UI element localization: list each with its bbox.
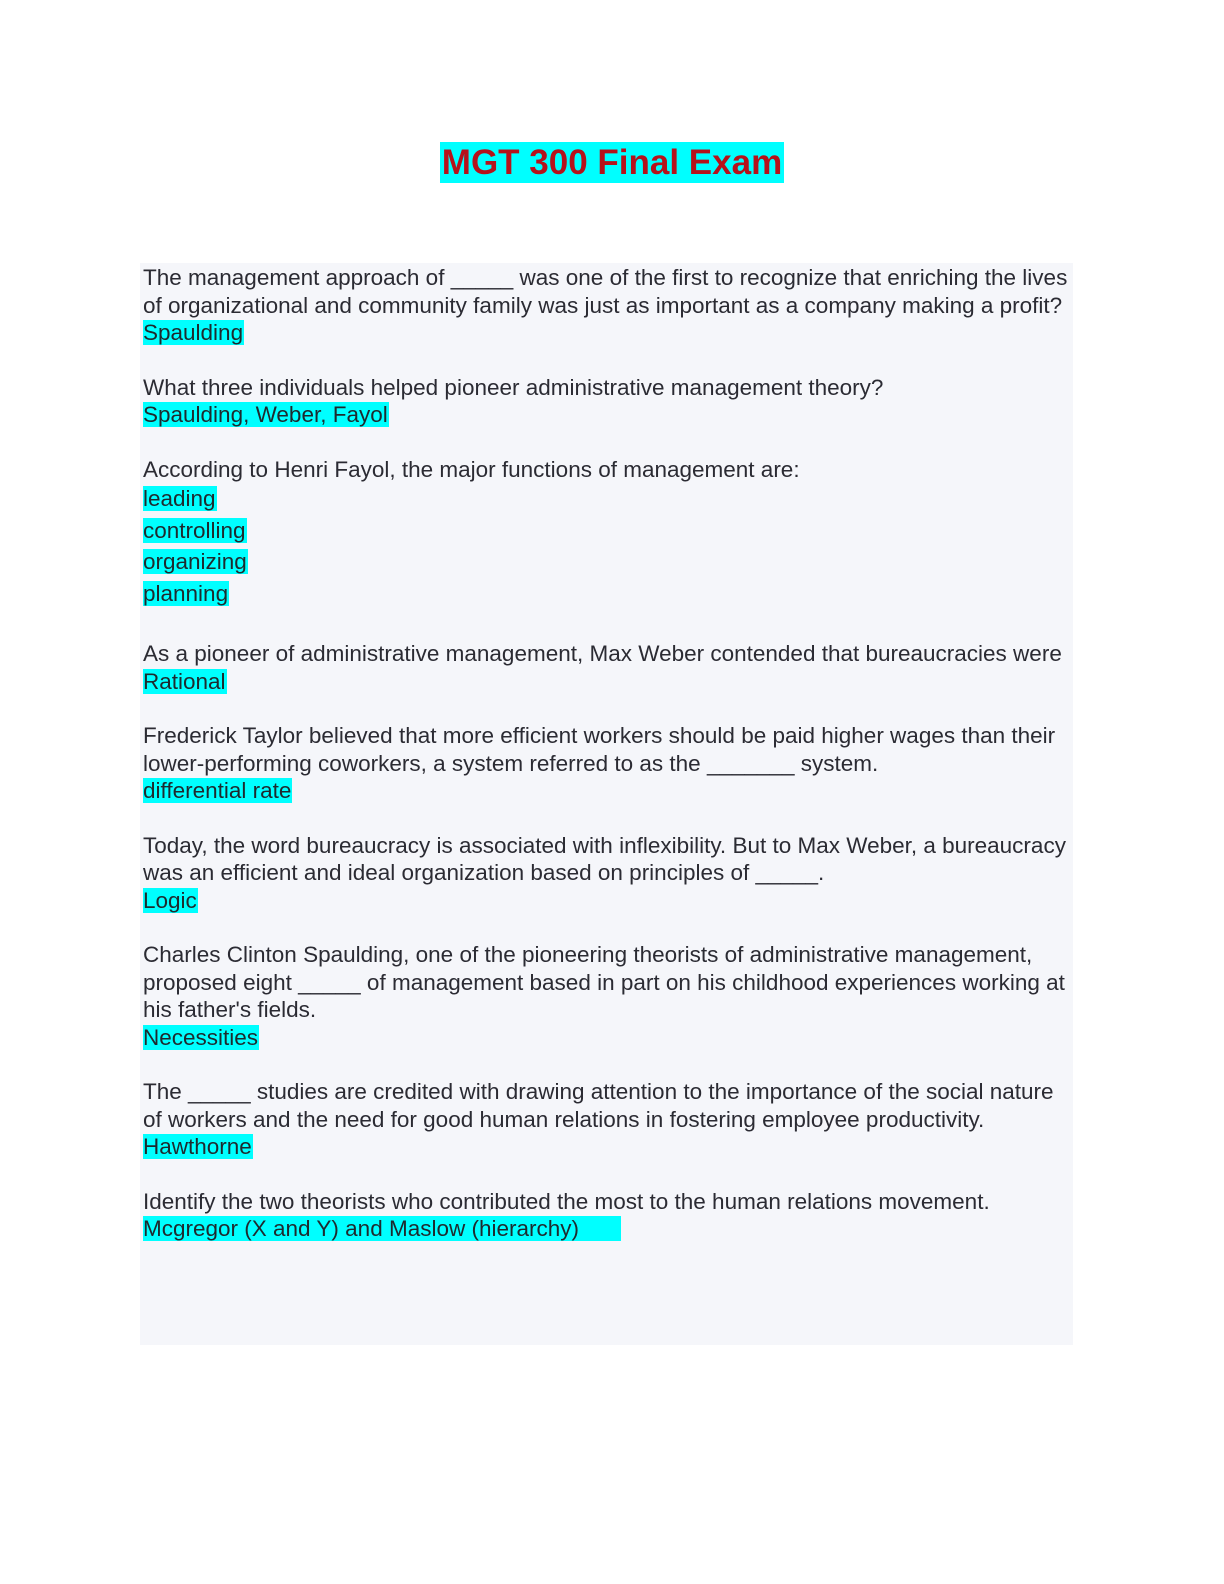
question-item bbox=[143, 374, 1073, 429]
answer-text bbox=[143, 1215, 1073, 1243]
question-text: The management approach of _____ was one of the first to recognize that enriching the lives of organizational and community family was just as important as a company making a profit? bbox=[143, 265, 1074, 318]
answer-highlight: planning bbox=[143, 580, 229, 606]
answer-text bbox=[143, 401, 1073, 429]
question-text: What three individuals helped pioneer administrative management theory? bbox=[143, 374, 884, 400]
page-title: MGT 300 Final Exam bbox=[441, 143, 783, 182]
question-list bbox=[143, 264, 1073, 1270]
question-item bbox=[143, 722, 1073, 805]
answer-text bbox=[143, 1133, 1073, 1161]
answer-highlight: leading bbox=[143, 486, 216, 511]
question-item bbox=[143, 941, 1073, 1051]
answer-highlight: Spaulding bbox=[143, 320, 244, 345]
answer-text bbox=[143, 1024, 1073, 1052]
question-text: The _____ studies are credited with drawing attention to the importance of the social nature of workers and the need for good human relations in fostering employee productivity. bbox=[143, 1079, 1060, 1132]
question-item bbox=[143, 832, 1073, 915]
question-text: Frederick Taylor believed that more efficient workers should be paid higher wages than their lower-performing coworkers, a system referred to as the _______ system. bbox=[143, 723, 1062, 776]
question-text: Today, the word bureaucracy is associated with inflexibility. But to Max Weber, a bureaucracy was an efficient and ideal organization based on principles of _____. bbox=[143, 832, 1073, 885]
answer-text bbox=[143, 515, 1073, 547]
answer-highlight: differential rate bbox=[143, 778, 292, 803]
question-text: As a pioneer of administrative management, Max Weber contended that bureaucracies were bbox=[143, 641, 1062, 666]
question-item bbox=[143, 1078, 1073, 1161]
answer-text bbox=[143, 546, 1073, 578]
answer-text bbox=[143, 668, 1073, 696]
answer-text bbox=[143, 483, 1073, 515]
answer-text bbox=[143, 319, 1073, 347]
answer-highlight: Logic bbox=[143, 887, 197, 913]
answer-text bbox=[143, 578, 1073, 610]
answer-highlight: Mcgregor (X and Y) and Maslow (hierarchy) bbox=[143, 1216, 621, 1241]
answer-text bbox=[143, 887, 1073, 915]
answer-highlight: organizing bbox=[143, 549, 247, 574]
answer-highlight: Spaulding, Weber, Fayol bbox=[143, 402, 388, 427]
question-item bbox=[143, 264, 1073, 347]
answer-highlight: controlling bbox=[143, 517, 246, 543]
answer-text bbox=[143, 777, 1073, 805]
answer-highlight: Hawthorne bbox=[143, 1134, 252, 1159]
answer-highlight: Necessities bbox=[143, 1024, 259, 1050]
question-text: According to Henri Fayol, the major functions of management are: bbox=[143, 456, 800, 482]
question-item bbox=[143, 1188, 1073, 1243]
question-item bbox=[143, 640, 1073, 695]
question-text: Charles Clinton Spaulding, one of the pioneering theorists of administrative management, proposed eight _____ of management based in part on his childhood experiences working at his father's fields. bbox=[143, 942, 1072, 1022]
answer-highlight: Rational bbox=[143, 668, 226, 694]
question-text: Identify the two theorists who contributed the most to the human relations movement. bbox=[143, 1188, 990, 1214]
title-container bbox=[0, 142, 1224, 183]
question-item bbox=[143, 456, 1073, 610]
